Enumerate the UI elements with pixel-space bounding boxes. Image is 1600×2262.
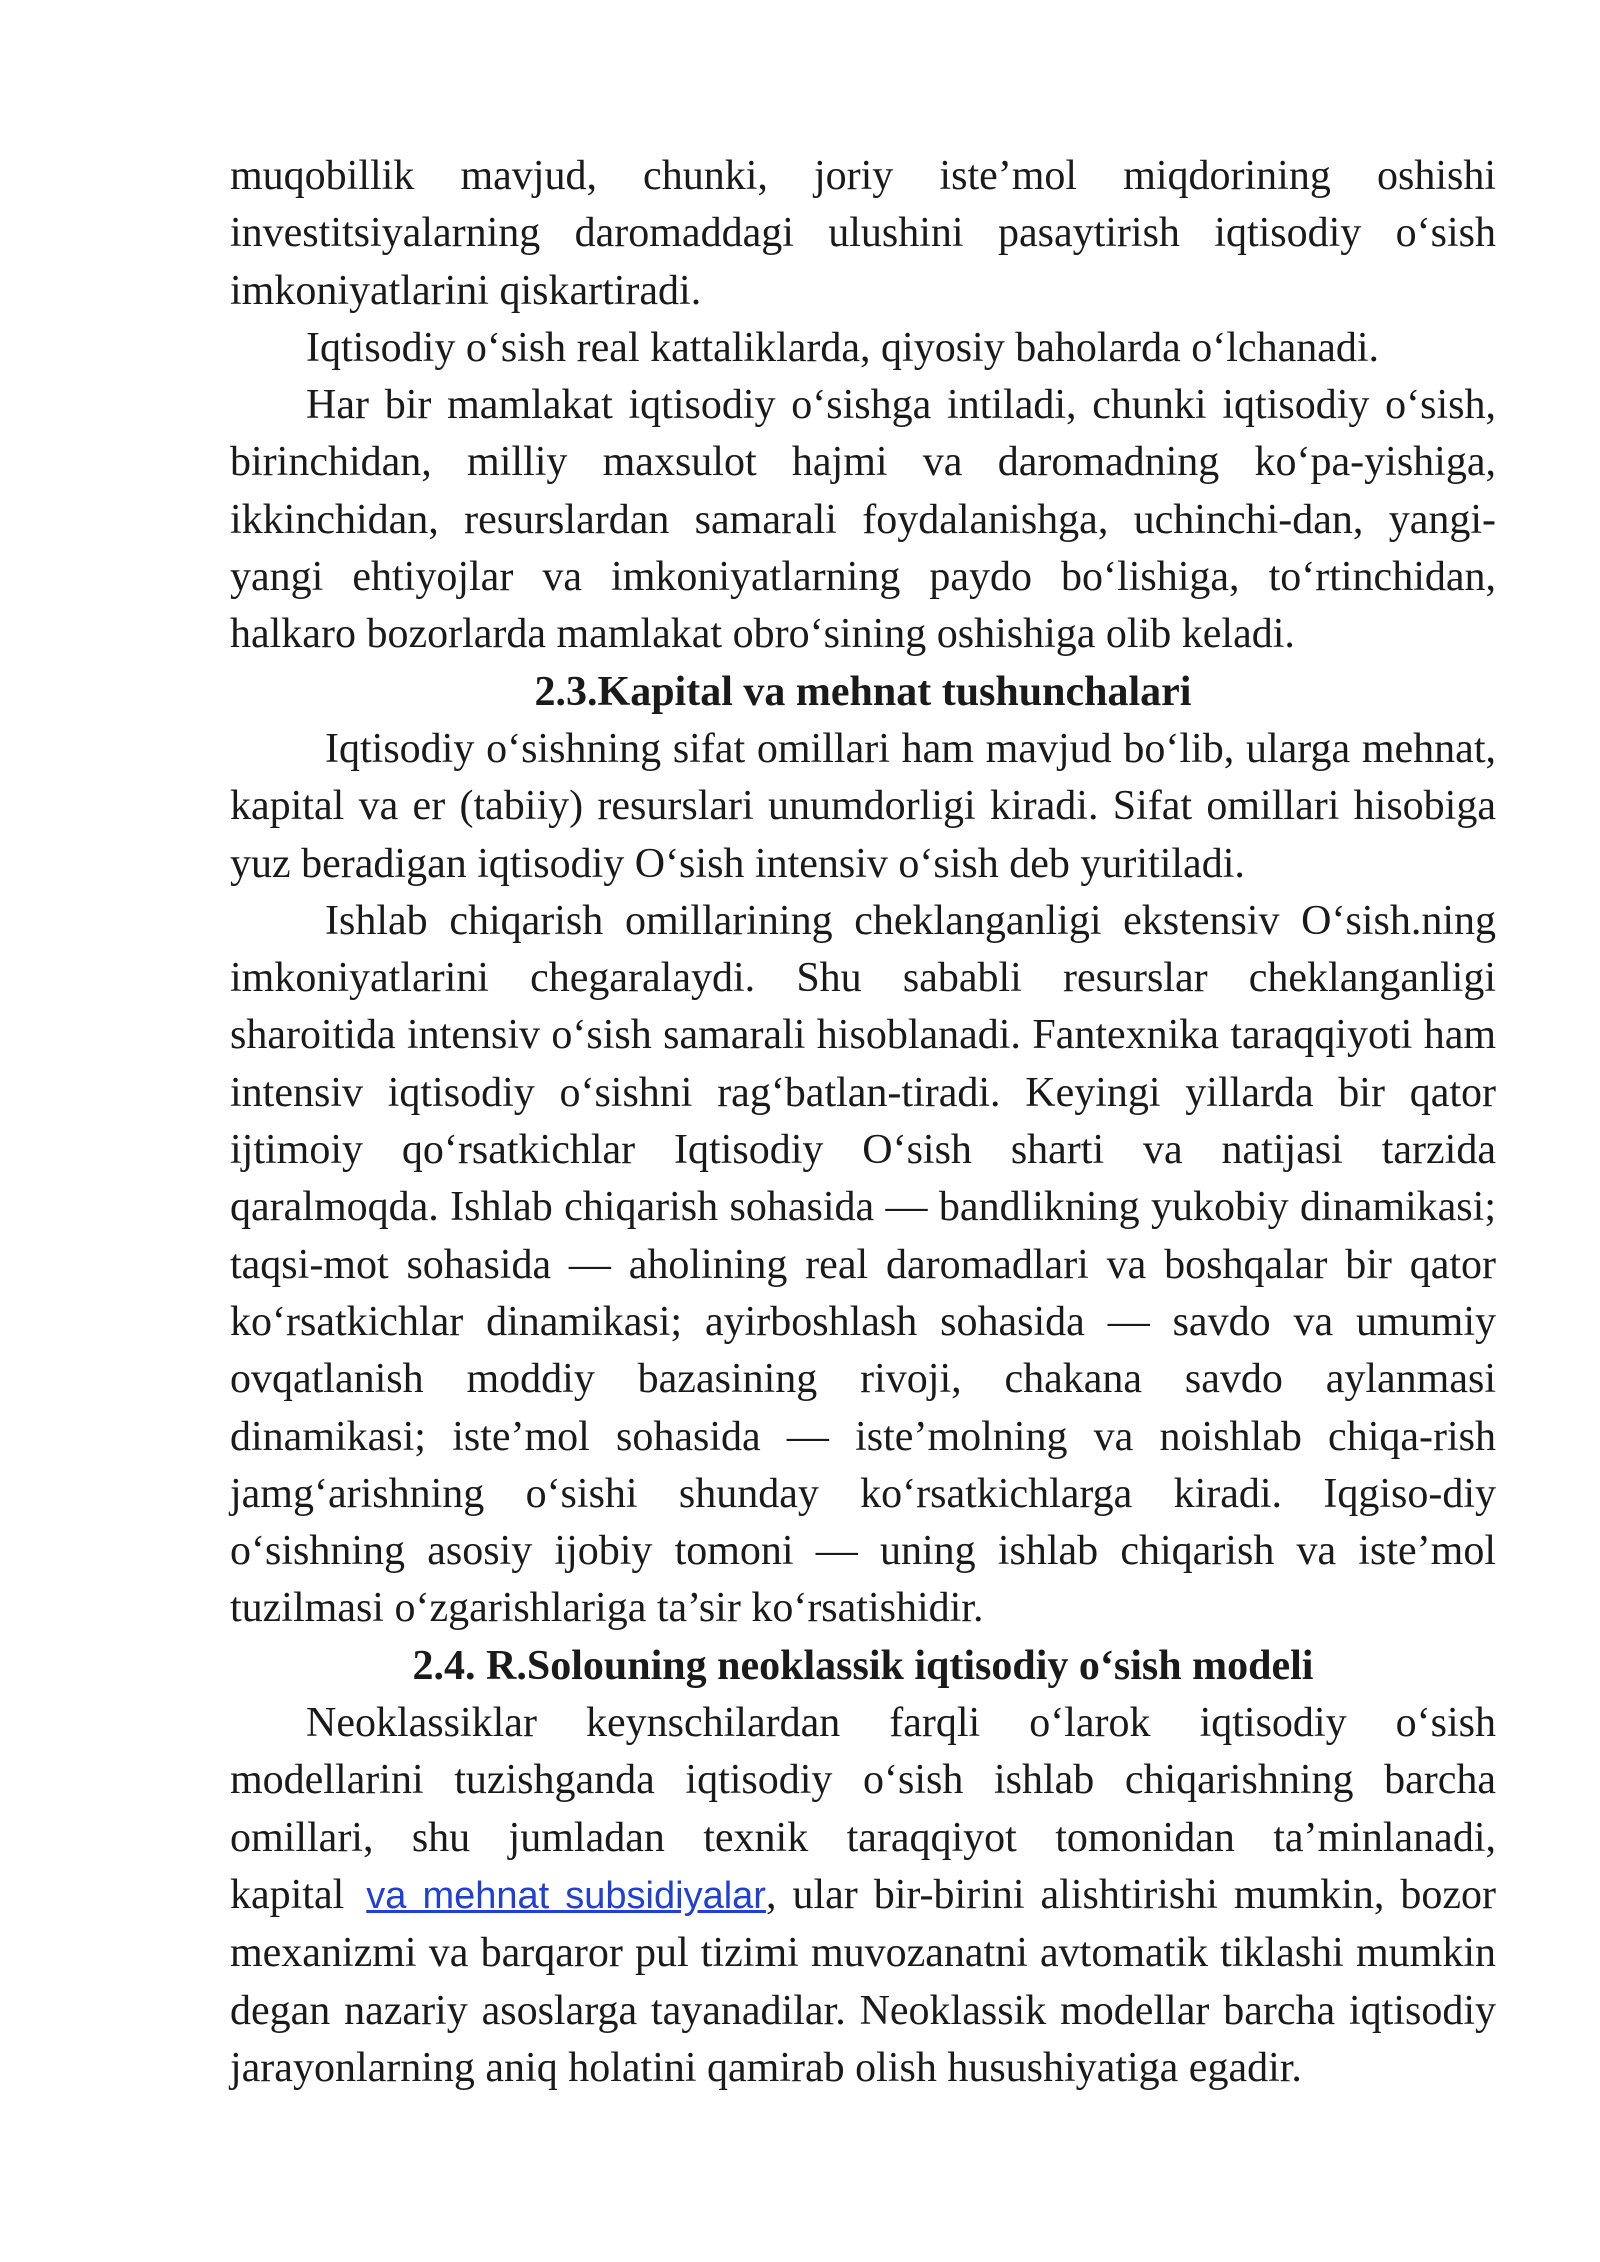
paragraph-6 xyxy=(230,1695,1496,2097)
paragraph-5: Ishlab chiqarish omillarining cheklanganligi ekstensiv O‘sish.ning imkoniyatlarini chegaralaydi. Shu sababli resurslar cheklanganligi sharoitida intensiv o‘sish samarali hisoblanadi. Fantexnika taraqqiyoti ham intensiv iqtisodiy o‘sishni rag‘batlan-tiradi. Keyingi yillarda bir qator ijtimoiy qo‘rsatkichlar Iqtisodiy O‘sish sharti va natijasi tarzida qaralmoqda. Ishlab chiqarish sohasida — bandlikning yukobiy dinamikasi; taqsi-mot sohasida — aholining real daromadlari va boshqalar bir qator ko‘rsatkichlar dinamikasi; ayirboshlash sohasida — savdo va umumiy ovqatlanish moddiy bazasining rivoji, chakana savdo aylanmasi dinamikasi; iste’mol sohasida — iste’molning va noishlab chiqa-rish jamg‘arishning o‘sishi shunday ko‘rsatkichlarga kiradi. Iqgiso-diy o‘sishning asosiy ijobiy tomoni — uning ishlab chiqarish va iste’mol tuzilmasi o‘zgarishlariga ta’sir ko‘rsatishidir. xyxy=(230,897,1496,1632)
subsidies-link[interactable]: va mehnat subsidiyalar xyxy=(366,1874,766,1917)
paragraph-2: Iqtisodiy o‘sish real kattaliklarda, qiyosiy baholarda o‘lchanadi. xyxy=(306,324,1380,371)
document-page xyxy=(230,148,1496,2097)
paragraph-1: muqobillik mavjud, chunki, joriy iste’mol miqdorining oshishi investitsiyalarning daromaddagi ulushini pasaytirish iqtisodiy o‘sish imkoniyatlarini qiskartiradi. xyxy=(230,153,1496,314)
paragraph-4: Iqtisodiy o‘sishning sifat omillari ham mavjud bo‘lib, ularga mehnat, kapital va er (tabiiy) resurslari unumdorligi kiradi. Sifat omillari hisobiga yuz beradigan iqtisodiy O‘sish intensiv o‘sish deb yuritiladi. xyxy=(230,725,1496,887)
paragraph-6-text-before: Neoklassiklar keynschilardan farqli o‘larok iqtisodiy o‘sish modellarini tuzishganda iqtisodiy o‘sish ishlab chiqarishning barcha omillari, shu jumladan texnik taraqqiyot tomonidan ta’minlanadi, kapital xyxy=(230,1700,1496,1918)
paragraph-3: Har bir mamlakat iqtisodiy o‘sishga intiladi, chunki iqtisodiy o‘sish, birinchidan, milliy maxsulot hajmi va daromadning ko‘pa-yishiga, ikkinchidan, resurslardan samarali foydalanishga, uchinchi-dan, yangi-yangi ehtiyojlar va imkoniyatlarning paydo bo‘lishiga, to‘rtinchidan, halkaro bozorlarda mamlakat obro‘sining oshishiga olib keladi. xyxy=(230,382,1496,658)
paragraph-6-text-after: , ular bir-birini alishtirishi mumkin, bozor mexanizmi va barqaror pul tizimi muvozanatni avtomatik tiklashi mumkin degan nazariy asoslarga tayanadilar. Neoklassik modellar barcha iqtisodiy jarayonlarning aniq holatini qamirab olish husushiyatiga egadir. xyxy=(230,1871,1496,2091)
section-heading-2-3: 2.3.Kapital va mehnat tushunchalari xyxy=(534,668,1192,715)
section-heading-2-4: 2.4. R.Solouning neoklassik iqtisodiy o‘sish modeli xyxy=(412,1642,1314,1689)
